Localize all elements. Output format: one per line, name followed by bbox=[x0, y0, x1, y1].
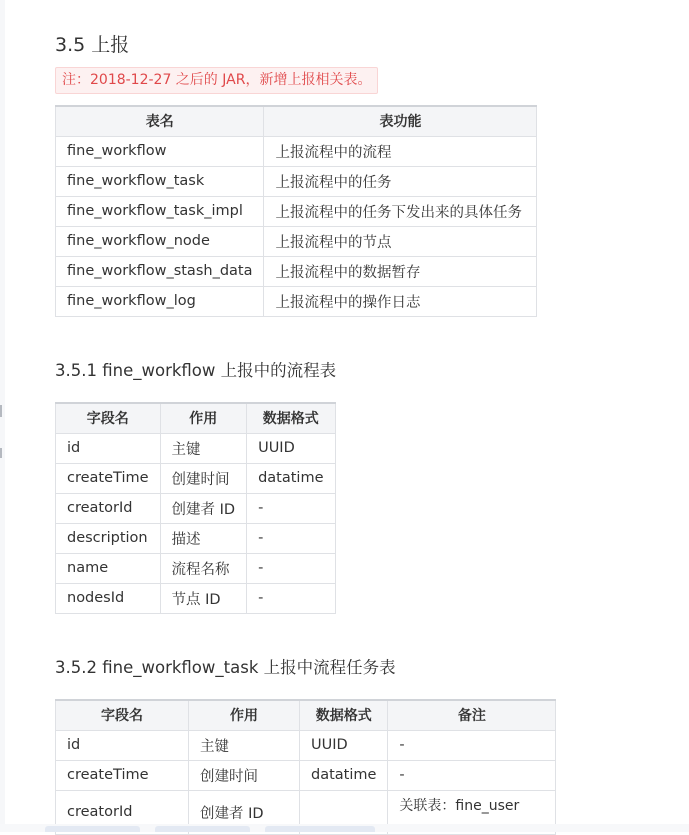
column-header: 表功能 bbox=[264, 106, 537, 136]
field-name-cell: name bbox=[56, 553, 161, 583]
field-purpose-cell: 创建者 ID bbox=[189, 790, 300, 834]
overview-table bbox=[55, 105, 537, 317]
field-purpose-cell: 主键 bbox=[189, 730, 300, 760]
bottom-tab[interactable] bbox=[265, 826, 375, 832]
table-row bbox=[56, 166, 537, 196]
table-function-cell: 上报流程中的流程 bbox=[264, 136, 537, 166]
field-purpose-cell: 流程名称 bbox=[160, 553, 247, 583]
field-purpose-cell: 主键 bbox=[160, 433, 247, 463]
field-remark-cell: 关联表：fine_user bbox=[388, 790, 556, 834]
field-format-cell: datatime bbox=[300, 760, 388, 790]
field-format-cell: datatime bbox=[247, 463, 335, 493]
table-row bbox=[56, 760, 556, 790]
subsection-heading: 3.5.2 fine_workflow_task 上报中流程任务表 bbox=[55, 658, 396, 677]
field-purpose-cell: 创建时间 bbox=[189, 760, 300, 790]
table-name-cell: fine_workflow_node bbox=[56, 226, 264, 256]
table-name-cell: fine_workflow_stash_data bbox=[56, 256, 264, 286]
table-name-cell: fine_workflow_log bbox=[56, 286, 264, 316]
subsection-heading: 3.5.1 fine_workflow 上报中的流程表 bbox=[55, 361, 337, 380]
table-header-row bbox=[56, 700, 556, 730]
field-purpose-cell: 创建时间 bbox=[160, 463, 247, 493]
column-header: 作用 bbox=[160, 403, 247, 433]
table-name-cell: fine_workflow bbox=[56, 136, 264, 166]
column-header: 作用 bbox=[189, 700, 300, 730]
table-row bbox=[56, 730, 556, 760]
table-function-cell: 上报流程中的任务下发出来的具体任务 bbox=[264, 196, 537, 226]
column-header: 表名 bbox=[56, 106, 264, 136]
table-row bbox=[56, 286, 537, 316]
field-remark-cell: - bbox=[388, 760, 556, 790]
field-name-cell: createTime bbox=[56, 463, 161, 493]
note-callout: 注：2018-12-27 之后的 JAR，新增上报相关表。 bbox=[55, 67, 378, 94]
table-row bbox=[56, 553, 336, 583]
field-name-cell: creatorId bbox=[56, 790, 189, 834]
field-format-cell: - bbox=[247, 583, 335, 613]
section-heading: 3.5 上报 bbox=[55, 34, 130, 56]
bottom-tab[interactable] bbox=[45, 826, 140, 832]
table-header-row bbox=[56, 106, 537, 136]
table-function-cell: 上报流程中的操作日志 bbox=[264, 286, 537, 316]
workflow-task-fields-table bbox=[55, 699, 556, 835]
table-row bbox=[56, 463, 336, 493]
field-format-cell: - bbox=[247, 523, 335, 553]
table-name-cell: fine_workflow_task_impl bbox=[56, 196, 264, 226]
field-format-cell: - bbox=[247, 493, 335, 523]
gutter-marker bbox=[0, 405, 2, 417]
field-name-cell: nodesId bbox=[56, 583, 161, 613]
field-format-cell: - bbox=[247, 553, 335, 583]
table-row bbox=[56, 256, 537, 286]
table-row bbox=[56, 583, 336, 613]
table-row bbox=[56, 523, 336, 553]
workflow-fields-table bbox=[55, 402, 336, 614]
field-name-cell: description bbox=[56, 523, 161, 553]
table-row bbox=[56, 196, 537, 226]
bottom-tab[interactable] bbox=[155, 826, 250, 832]
field-name-cell: creatorId bbox=[56, 493, 161, 523]
field-purpose-cell: 创建者 ID bbox=[160, 493, 247, 523]
table-row bbox=[56, 136, 537, 166]
field-purpose-cell: 描述 bbox=[160, 523, 247, 553]
column-header: 字段名 bbox=[56, 403, 161, 433]
column-header: 数据格式 bbox=[247, 403, 335, 433]
field-format-cell: UUID bbox=[247, 433, 335, 463]
field-purpose-cell: 节点 ID bbox=[160, 583, 247, 613]
table-function-cell: 上报流程中的任务 bbox=[264, 166, 537, 196]
table-row bbox=[56, 433, 336, 463]
field-name-cell: createTime bbox=[56, 760, 189, 790]
table-function-cell: 上报流程中的节点 bbox=[264, 226, 537, 256]
gutter-marker bbox=[0, 448, 2, 458]
table-function-cell: 上报流程中的数据暂存 bbox=[264, 256, 537, 286]
column-header: 字段名 bbox=[56, 700, 189, 730]
table-row bbox=[56, 226, 537, 256]
table-row bbox=[56, 493, 336, 523]
table-name-cell: fine_workflow_task bbox=[56, 166, 264, 196]
table-header-row bbox=[56, 403, 336, 433]
field-format-cell: UUID bbox=[300, 730, 388, 760]
column-header: 备注 bbox=[388, 700, 556, 730]
column-header: 数据格式 bbox=[300, 700, 388, 730]
field-name-cell: id bbox=[56, 433, 161, 463]
field-remark-cell: - bbox=[388, 730, 556, 760]
field-name-cell: id bbox=[56, 730, 189, 760]
